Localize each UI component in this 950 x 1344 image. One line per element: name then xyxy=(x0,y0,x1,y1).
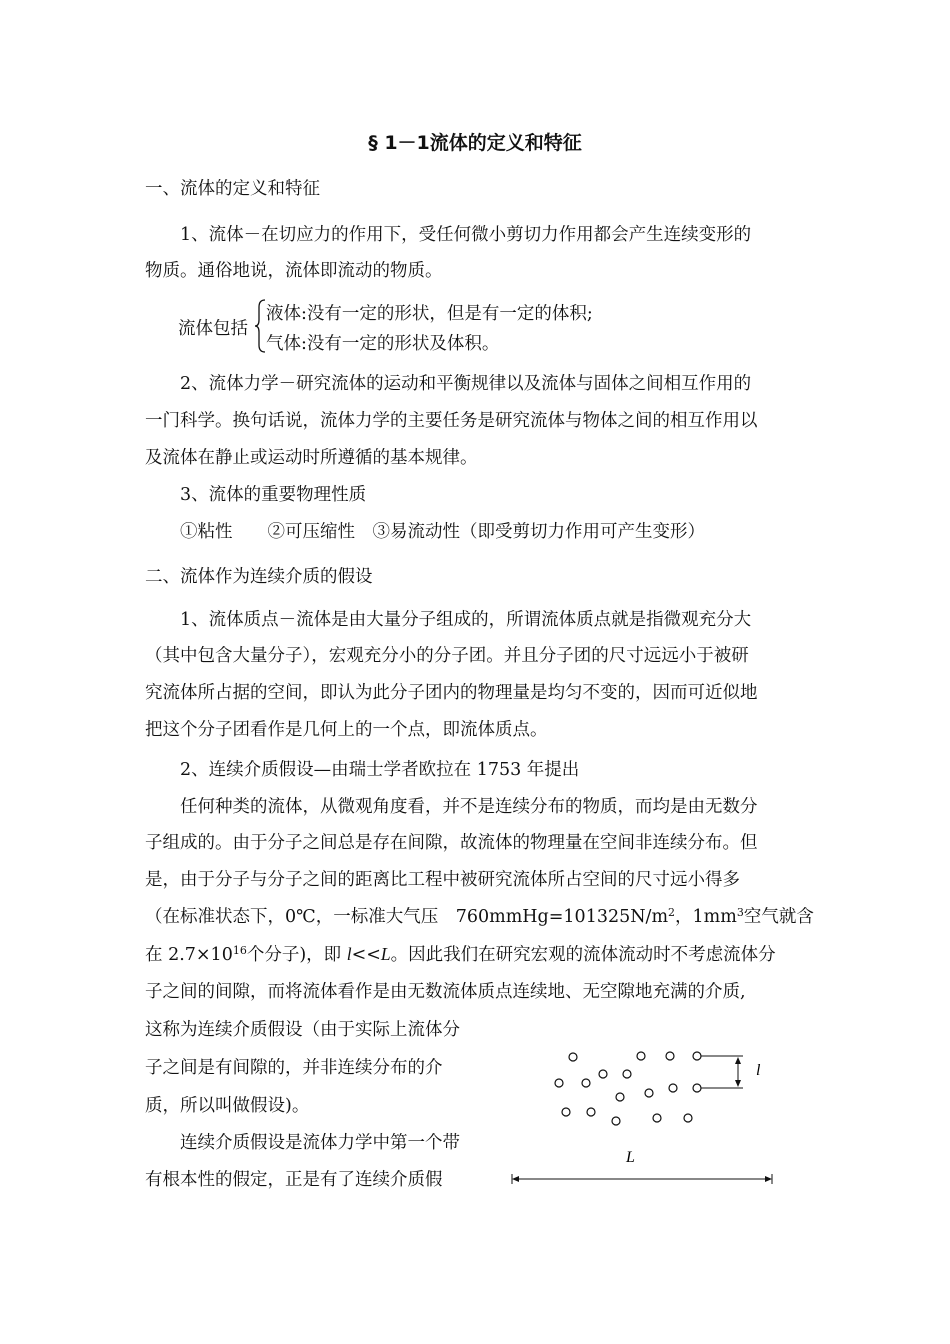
molecule xyxy=(645,1089,653,1097)
paragraph-line: 究流体所占据的空间，即认为此分子团内的物理量是均匀不变的，因而可近似地 xyxy=(145,683,758,703)
large-dimension-label: L xyxy=(626,1149,635,1166)
paragraph-line: 物质。通俗地说，流体即流动的物质。 xyxy=(145,261,443,281)
paragraph-line: 子之间是有间隙的，并非连续分布的介 xyxy=(145,1058,443,1078)
paragraph-line: 在 $2.7\times 10^{16}$个分子)，即 l<<L。因此我们在研究宏观的流体流动时不考虑流体分 xyxy=(145,944,776,965)
section-2-heading: 二、流体作为连续介质的假设 xyxy=(145,567,373,587)
paragraph-line: 2、流体力学－研究流体的运动和平衡规律以及流体与固体之间相互作用的 xyxy=(180,374,752,394)
large-dimension-arrow xyxy=(512,1174,772,1184)
paragraph-line: 一门科学。换句话说，流体力学的主要任务是研究流体与物体之间的相互作用以 xyxy=(145,411,758,431)
paragraph-line: 子之间的间隙，而将流体看作是由无数流体质点连续地、无空隙地充满的介质, xyxy=(145,982,746,1002)
paragraph-line: 子组成的。由于分子之间总是存在间隙，故流体的物理量在空间非连续分布。但 xyxy=(145,833,758,853)
section-1-heading: 一、流体的定义和特征 xyxy=(145,179,320,199)
paragraph-line: 及流体在静止或运动时所遵循的基本规律。 xyxy=(145,448,478,468)
brace-label: 流体包括 xyxy=(178,319,248,339)
molecule xyxy=(669,1084,677,1092)
molecule xyxy=(623,1070,631,1078)
molecule xyxy=(569,1053,577,1061)
paragraph-line: 任何种类的流体，从微观角度看，并不是连续分布的物质，而均是由无数分 xyxy=(180,797,758,817)
molecule xyxy=(562,1108,570,1116)
gas-definition: 气体:没有一定的形状及体积。 xyxy=(266,334,500,354)
paragraph-line: 是，由于分子与分子之间的距离比工程中被研究流体所占空间的尺寸远小得多 xyxy=(145,870,740,890)
molecule xyxy=(666,1052,674,1060)
small-dimension-arrow xyxy=(735,1057,741,1087)
paragraph-line: 这称为连续介质假设（由于实际上流体分 xyxy=(145,1020,460,1040)
molecule-spacing-diagram xyxy=(500,1040,790,1200)
molecules xyxy=(555,1052,701,1125)
paragraph-line: （在标准状态下，0℃，一标准大气压 $760mmHg=101325N/m^2$，$1mm^3$空气就含 xyxy=(145,906,814,927)
molecule xyxy=(693,1052,701,1060)
paragraph-line: 2、连续介质假设—由瑞士学者欧拉在 1753 年提出 xyxy=(180,760,580,780)
molecule xyxy=(612,1117,620,1125)
paragraph-line: 有根本性的假定，正是有了连续介质假 xyxy=(145,1170,443,1190)
paragraph-line: 质，所以叫做假设)。 xyxy=(145,1096,310,1116)
molecule xyxy=(653,1114,661,1122)
molecule xyxy=(616,1093,624,1101)
small-dimension-label: l xyxy=(756,1062,761,1079)
page-title: § 1－1流体的定义和特征 xyxy=(368,132,582,154)
liquid-definition: 液体:没有一定的形状，但是有一定的体积; xyxy=(266,304,593,324)
molecule xyxy=(637,1052,645,1060)
molecule xyxy=(693,1084,701,1092)
paragraph-line: 连续介质假设是流体力学中第一个带 xyxy=(180,1133,460,1153)
molecule xyxy=(582,1079,590,1087)
properties-list: ①粘性 ②可压缩性 ③易流动性（即受剪切力作用可产生变形） xyxy=(180,522,705,542)
molecule xyxy=(587,1108,595,1116)
molecule xyxy=(555,1079,563,1087)
paragraph-line: 1、流体质点－流体是由大量分子组成的，所谓流体质点就是指微观充分大 xyxy=(180,610,752,630)
paragraph-line: 3、流体的重要物理性质 xyxy=(180,485,367,505)
molecule xyxy=(684,1114,692,1122)
paragraph-line: （其中包含大量分子），宏观充分小的分子团。并且分子团的尺寸远远小于被研 xyxy=(145,646,749,666)
paragraph-line: 1、流体－在切应力的作用下，受任何微小剪切力作用都会产生连续变形的 xyxy=(180,225,752,245)
paragraph-line: 把这个分子团看作是几何上的一个点，即流体质点。 xyxy=(145,720,548,740)
molecule xyxy=(599,1070,607,1078)
curly-brace-icon xyxy=(254,298,266,354)
